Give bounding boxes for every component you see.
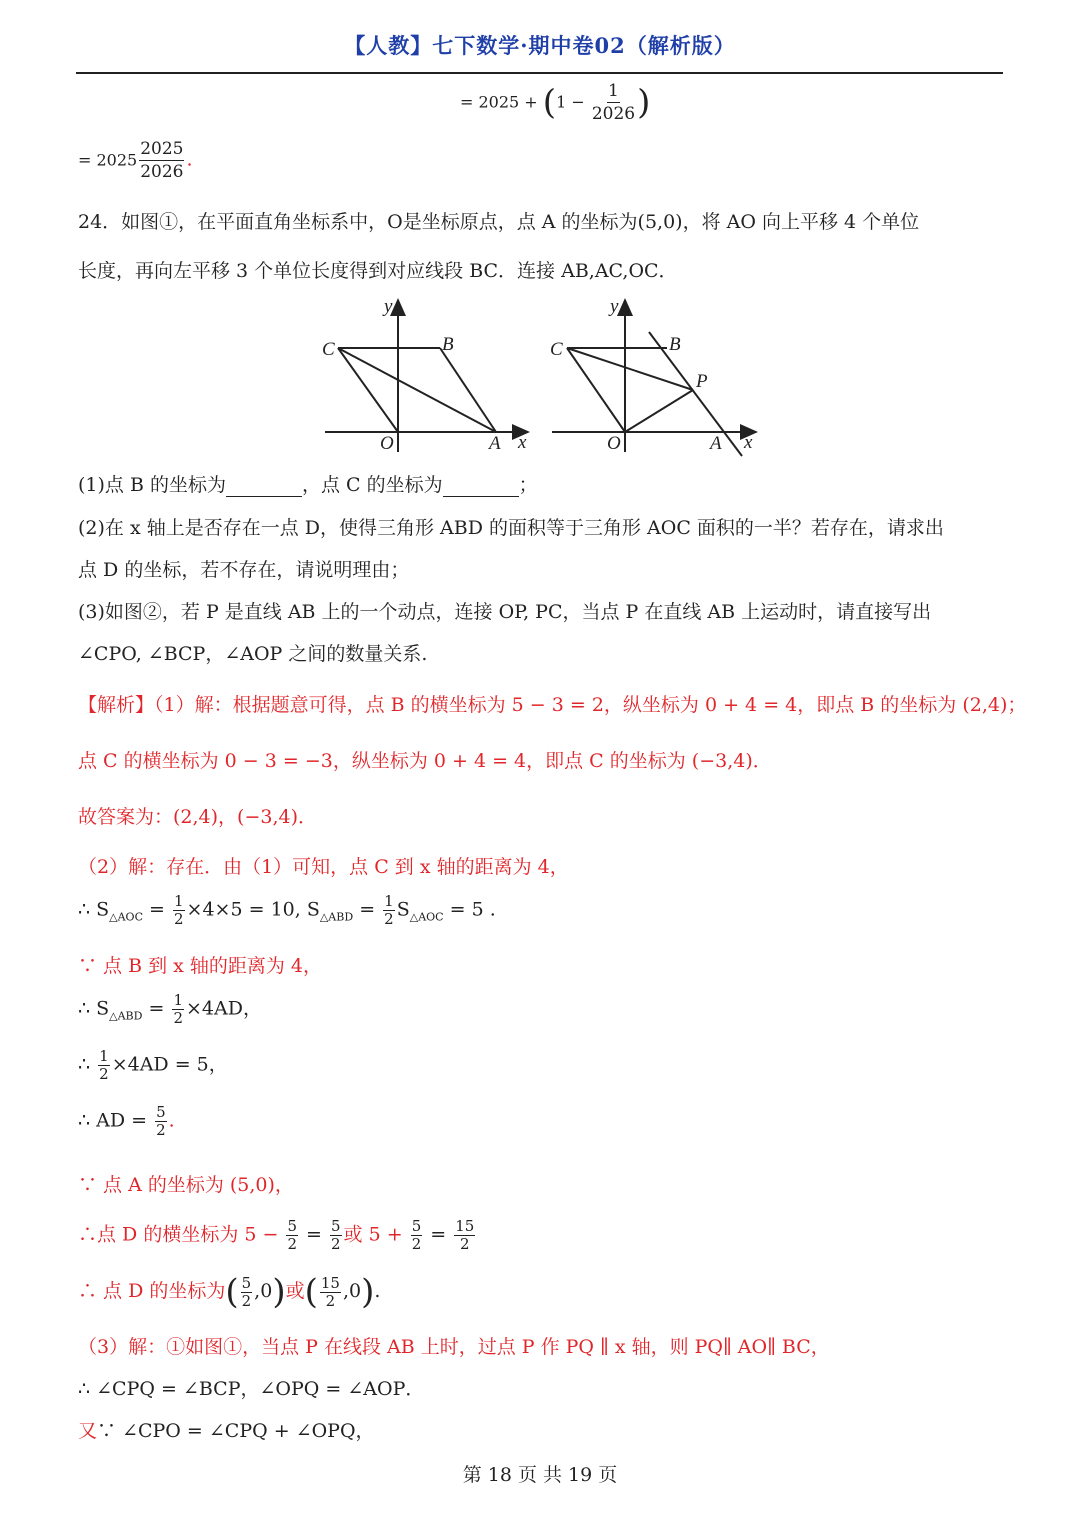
fig2-x-label: x xyxy=(744,432,753,453)
answer-blank xyxy=(443,478,519,497)
solution-2-line-g: ∵ 点 A 的坐标为 (5,0)， xyxy=(78,1174,294,1196)
solution-2-line-e: ∴ $\frac{1}{2}$ ×4AD = 5， xyxy=(78,1047,228,1083)
calc-line-1: = 2025 + (1 − $\frac{1}{2026}$ ) xyxy=(460,81,651,124)
solution-2-line-c: ∵ 点 B 到 x 轴的距离为 4， xyxy=(78,955,323,977)
fig1-o-label: O xyxy=(380,433,394,454)
fig2-p-label: P xyxy=(696,371,708,392)
figure-2 xyxy=(552,300,756,456)
q24-part-2-line-2: 点 D 的坐标，若不存在，请说明理由； xyxy=(78,559,410,581)
q24-part-3-line-2: ∠CPO, ∠BCP，∠AOP 之间的数量关系. xyxy=(78,643,428,665)
header-rule xyxy=(76,72,1003,74)
solution-1-answer: 故答案为：(2,4)，(−3,4)． xyxy=(78,806,318,828)
fig1-y-label: y xyxy=(384,296,393,317)
solution-3-line-b: ∴ ∠CPQ = ∠BCP，∠OPQ = ∠AOP． xyxy=(78,1378,425,1400)
q24-part-1: (1)点 B 的坐标为 ，点 C 的坐标为 ； xyxy=(78,474,538,496)
fig2-b-label: B xyxy=(669,334,681,355)
solution-2-line-a: （2）解：存在．由（1）可知，点 C 到 x 轴的距离为 4， xyxy=(78,856,569,878)
fraction-half: $\frac{1}{2}$ xyxy=(174,892,184,928)
fig1-a-label: A xyxy=(489,433,501,454)
solution-2-line-f: ∴ AD = $\frac{5}{2}$ . xyxy=(78,1103,175,1139)
fraction: $\frac{5}{2}$ xyxy=(156,1103,166,1139)
fraction-half: $\frac{1}{2}$ xyxy=(384,892,394,928)
calc-line-2: = 2025 $\frac{2025}{2026}$ . xyxy=(78,139,193,182)
fig2-c-label: C xyxy=(550,339,563,360)
fig2-y-label: y xyxy=(610,296,619,317)
solution-3-line-a: （3）解：①如图①，当点 P 在线段 AB 上时，过点 P 作 PQ ∥ x 轴，则 PQ∥ AO∥ BC， xyxy=(78,1336,830,1358)
fig1-x-label: x xyxy=(518,432,527,453)
page-header: 【人教】七下数学·期中卷02（解析版） xyxy=(344,33,736,58)
q24-part-2-line-1: (2)在 x 轴上是否存在一点 D，使得三角形 ABD 的面积等于三角形 AOC 面积的一半？若存在，请求出 xyxy=(78,517,944,539)
solution-1-line-a: 【解析】（1）解：根据题意可得，点 B 的横坐标为 5 − 3 = 2，纵坐标为 0 + 4 = 4，即点 B 的坐标为 (2,4)； xyxy=(78,694,1027,716)
fraction-half: $\frac{1}{2}$ xyxy=(173,991,184,1027)
solution-1-line-b: 点 C 的横坐标为 0 − 3 = −3，纵坐标为 0 + 4 = 4，即点 C 的坐标为 (−3,4)． xyxy=(78,750,772,772)
fraction-half: $\frac{1}{2}$ xyxy=(99,1047,109,1083)
fraction: $\frac{2025}{2026}$ xyxy=(140,139,184,182)
q24-line-1: 24．如图①，在平面直角坐标系中，O是坐标原点，点 A 的坐标为(5,0)，将 AO 向上平移 4 个单位 xyxy=(78,211,920,233)
answer-blank xyxy=(226,478,302,497)
q24-line-2: 长度，再向左平移 3 个单位长度得到对应线段 BC．连接 AB,AC,OC． xyxy=(78,260,678,282)
solution-2-line-d: ∴ $S_{\triangle ABD}$ = $\frac{1}{2}$ ×4AD， xyxy=(78,991,262,1027)
page-footer: 第 18 页 共 19 页 xyxy=(462,1464,618,1486)
fig1-c-label: C xyxy=(322,339,335,360)
solution-2-area-line: ∴ $S_{\triangle AOC}$ = $\frac{1}{2}$ ×4×5 = 10, $S_{\triangle ABD}$ = $\frac{1}{2}$ $S_{\triangle AOC} = 5$ . xyxy=(78,892,496,928)
figure-1 xyxy=(325,300,528,452)
fraction: $\frac{1}{2026}$ xyxy=(591,81,636,124)
fig1-b-label: B xyxy=(442,334,454,355)
solution-3-line-c: 又∵ ∠CPO = ∠CPQ + ∠OPQ， xyxy=(78,1420,375,1442)
fig2-o-label: O xyxy=(607,433,621,454)
figures xyxy=(300,292,780,462)
solution-2-line-i: ∴ 点 D 的坐标为( $\frac{5}{2}$ ,0)或( $\frac{15}{2}$ ,0). xyxy=(78,1272,381,1312)
solution-2-line-h: ∴点 D 的横坐标为 5 − $\frac{5}{2}$ = $\frac{5}{2}$ 或 5 + $\frac{5}{2}$ = $\frac{15}{2}$ xyxy=(78,1217,475,1253)
fig2-a-label: A xyxy=(710,433,722,454)
q24-part-3-line-1: (3)如图②，若 P 是直线 AB 上的一个动点，连接 OP, PC，当点 P 在直线 AB 上运动时，请直接写出 xyxy=(78,601,932,623)
